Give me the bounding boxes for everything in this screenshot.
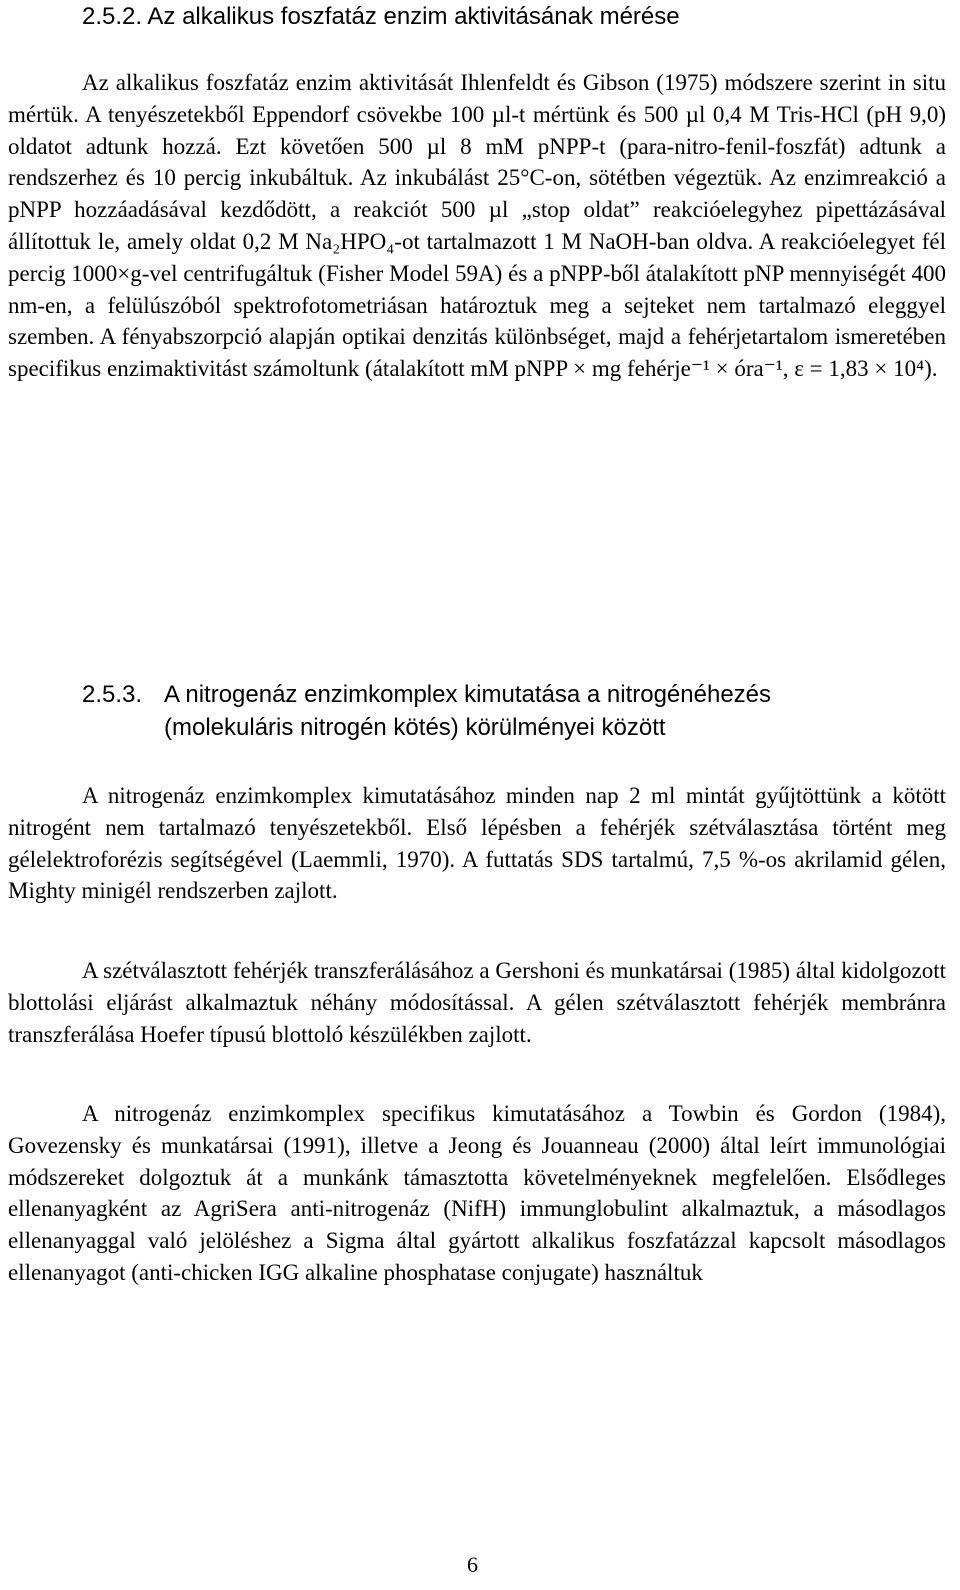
- paragraph-alkaline-phosphatase-method: Az alkalikus foszfatáz enzim aktivitását Ihlenfeldt és Gibson (1975) módszere szerint in situ mértük. A tenyészetekből Eppendorf csövekbe 100 µl-t mértünk és 500 µl 0,4 M Tris-HCl (pH 9,0) oldatot adtunk hozzá. Ezt követően 500 µl 8 mM pNPP-t (para-nitro-fenil-foszfát) adtunk a rendszerhez és 10 percig inkubáltuk. Az inkubálást 25°C-on, sötétben végeztük. Az enzimreakció a pNPP hozzáadásával kezdődött, a reakciót 500 µl „stop oldat” reakcióelegyhez pipettázásával állítottuk le, amely oldat 0,2 M Na₂HPO₄-ot tartalmazott 1 M NaOH-ban oldva. A reakcióelegyet fél percig 1000×g-vel centrifugáltuk (Fisher Model 59A) és a pNPP-ből átalakított pNP mennyiségét 400 nm-en, a felülúszóból spektrofotometriásan határoztuk meg a sejteket nem tartalmazó eleggyel szemben. A fényabszorpció alapján optikai denzitás különbséget, majd a fehérjetartalom ismeretében specifikus enzimaktivitást számoltunk (átalakított mM pNPP × mg fehérje⁻¹ × óra⁻¹, ε = 1,83 × 10⁴).: [8, 70, 946, 382]
- paragraph-immunodetection: A nitrogenáz enzimkomplex specifikus kimutatásához a Towbin és Gordon (1984), Govezensky és munkatársai (1991), illetve a Jeong és Jouanneau (2000) által leírt immunológiai módszereket dolgoztuk át a munkánk támasztotta követelményeknek megfelelően. Elsődleges ellenanyagként az AgriSera anti-nitrogenáz (NifH) immunglobulint alkalmaztuk, a másodlagos ellenanyaggal való jelöléshez a Sigma által gyártott alkalikus foszfatázzal kapcsolt másodlagos ellenanyagot (anti-chicken IGG alkaline phosphatase conjugate) használtuk: [8, 1101, 946, 1285]
- section-heading-number: 2.5.3.: [82, 681, 143, 708]
- section-heading-line-2: (molekuláris nitrogén kötés) körülményei között: [164, 714, 666, 741]
- section-heading-line-1: A nitrogenáz enzimkomplex kimutatása a nitrogénéhezés: [164, 681, 772, 708]
- section-heading-alkaline-phosphatase: 2.5.2. Az alkalikus foszfatáz enzim aktivitásának mérése: [82, 3, 680, 30]
- paragraph-gel-electrophoresis: A nitrogenáz enzimkomplex kimutatásához minden nap 2 ml mintát gyűjtöttünk a kötött nitrogént nem tartalmazó tenyészetekből. Első lépésben a fehérjék szétválasztása történt meg gélelektroforézis segítségével (Laemmli, 1970). A futtatás SDS tartalmú, 7,5 %-os akrilamid gélen, Mighty minigél rendszerben zajlott.: [8, 783, 946, 904]
- page-number: 6: [467, 1552, 478, 1577]
- paragraph-blotting: A szétválasztott fehérjék transzferálásához a Gershoni és munkatársai (1985) által kidolgozott blottolási eljárást alkalmaztuk néhány módosítással. A gélen szétválasztott fehérjék membránra transzferálása Hoefer típusú blottoló készülékben zajlott.: [8, 958, 946, 1047]
